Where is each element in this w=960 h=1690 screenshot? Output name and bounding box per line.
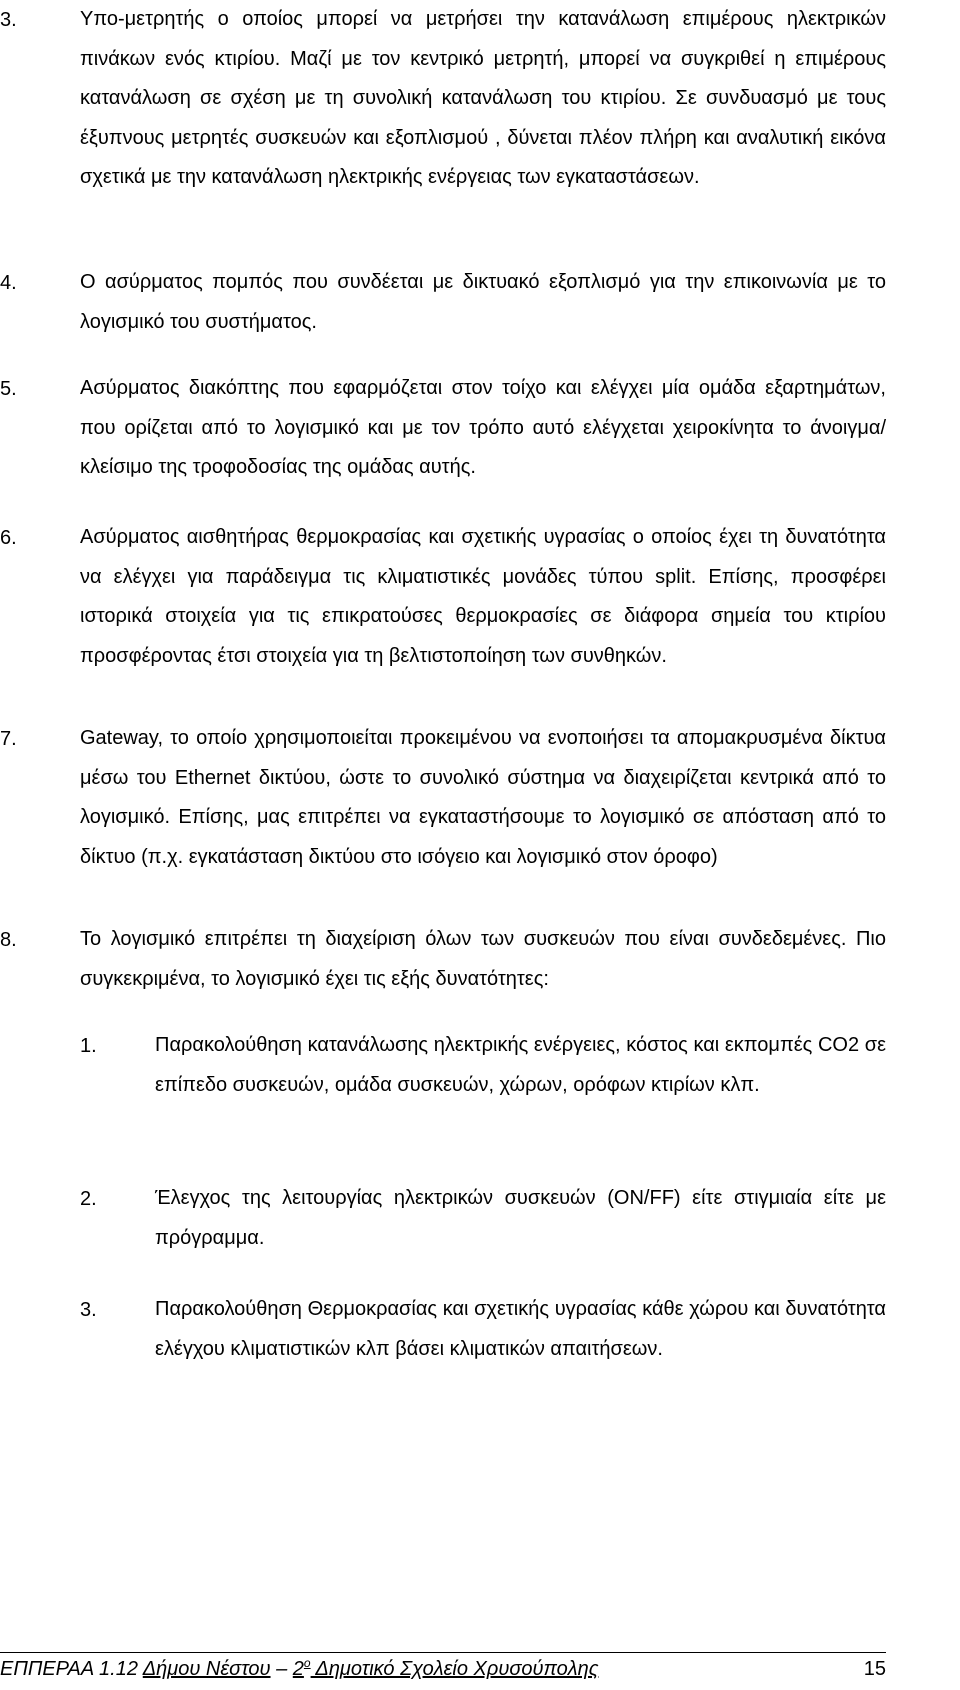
subitem-number: 3. [80,1299,97,1321]
footer-school: Δημοτικό Σχολείο Χρυσούπολης [310,1658,599,1680]
footer-title [0,1654,598,1684]
item-number: 4. [0,272,17,294]
subitem-text: Παρακολούθηση Θερμοκρασίας και σχετικής υγρασίας κάθε χώρου και δυνατότητα ελέγχου κλιματιστικών κλπ βάσει κλιματικών απαιτήσεων. [155,1298,886,1360]
footer-superscript: ο [303,1656,311,1670]
item-text: Το λογισμικό επιτρέπει τη διαχείριση όλων των συσκευών που είναι συνδεδεμένες. Πιο συγκεκριμένα, το λογισμικό έχει τις εξής δυνατότητες: [80,928,886,990]
item-number: 7. [0,728,17,750]
item-number: 3. [0,9,17,31]
item-text: Υπο-μετρητής ο οποίος μπορεί να μετρήσει την κατανάλωση επιμέρους ηλεκτρικών πινάκων ενός κτιρίου. Μαζί με τον κεντρικό μετρητή, μπορεί να συγκριθεί η επιμέρους κατανάλωση σε σχέση με τη συνολική κατανάλωση του κτιρίου. Σε συνδυασμό με τους έξυπνους μετρητές συσκευών και εξοπλισμού , δύνεται πλέον πλήρη και αναλυτική εικόνα σχετικά με την κατανάλωση ηλεκτρικής ενέργειας των εγκαταστάσεων. [80,8,886,188]
subitem-number: 1. [80,1035,97,1057]
item-number: 8. [0,929,17,951]
subitem-text: Έλεγχος της λειτουργίας ηλεκτρικών συσκευών (ON/FF) είτε στιγμιαία είτε με πρόγραμμα. [155,1187,886,1249]
subitem-number: 2. [80,1188,97,1210]
item-text: Ασύρματος αισθητήρας θερμοκρασίας και σχετικής υγρασίας ο οποίος έχει τη δυνατότητα να ελέγχει για παράδειγμα τις κλιματιστικές μονάδες τύπου split. Επίσης, προσφέρει ιστορικά στοιχεία για τις επικρατούσες θερμοκρασίες σε διάφορα σημεία του κτιρίου προσφέροντας έτσι στοιχεία για τη βελτιστοποίηση των συνθηκών. [80,526,886,667]
item-text: Ασύρματος διακόπτης που εφαρμόζεται στον τοίχο και ελέγχει μία ομάδα εξαρτημάτων, που ορίζεται από το λογισμικό και με τον τρόπο αυτό ελέγχεται χειροκίνητα το άνοιγμα/κλείσιμο της τροφοδοσίας της ομάδας αυτής. [80,377,886,478]
item-text: Ο ασύρματος πομπός που συνδέεται με δικτυακό εξοπλισμό για την επικοινωνία με το λογισμικό του συστήματος. [80,271,886,333]
footer-school-number: 2 [292,1658,304,1680]
page-number: 15 [863,1658,886,1680]
item-number: 5. [0,378,17,400]
footer-dash: – [270,1658,293,1680]
footer-prefix: ΕΠΠΕΡΑΑ 1.12 [0,1658,143,1680]
subitem-text: Παρακολούθηση κατανάλωσης ηλεκτρικής ενέργειες, κόστος και εκπομπές CO2 σε επίπεδο συσκευών, ομάδα συσκευών, χώρων, ορόφων κτιρίων κλπ. [155,1034,886,1096]
item-text: Gateway, το οποίο χρησιμοποιείται προκειμένου να ενοποιήσει τα απομακρυσμένα δίκτυα μέσω του Ethernet δικτύου, ώστε το συνολικό σύστημα να διαχειρίζεται κεντρικά από το λογισμικό. Επίσης, μας επιτρέπει να εγκαταστήσουμε το λογισμικό σε απόσταση από το δίκτυο (π.χ. εγκατάσταση δικτύου στο ισόγειο και λογισμικό στον όροφο) [80,727,886,868]
footer-municipality: Δήμου Νέστου [142,1658,271,1680]
item-number: 6. [0,527,17,549]
footer-divider [0,1652,886,1653]
